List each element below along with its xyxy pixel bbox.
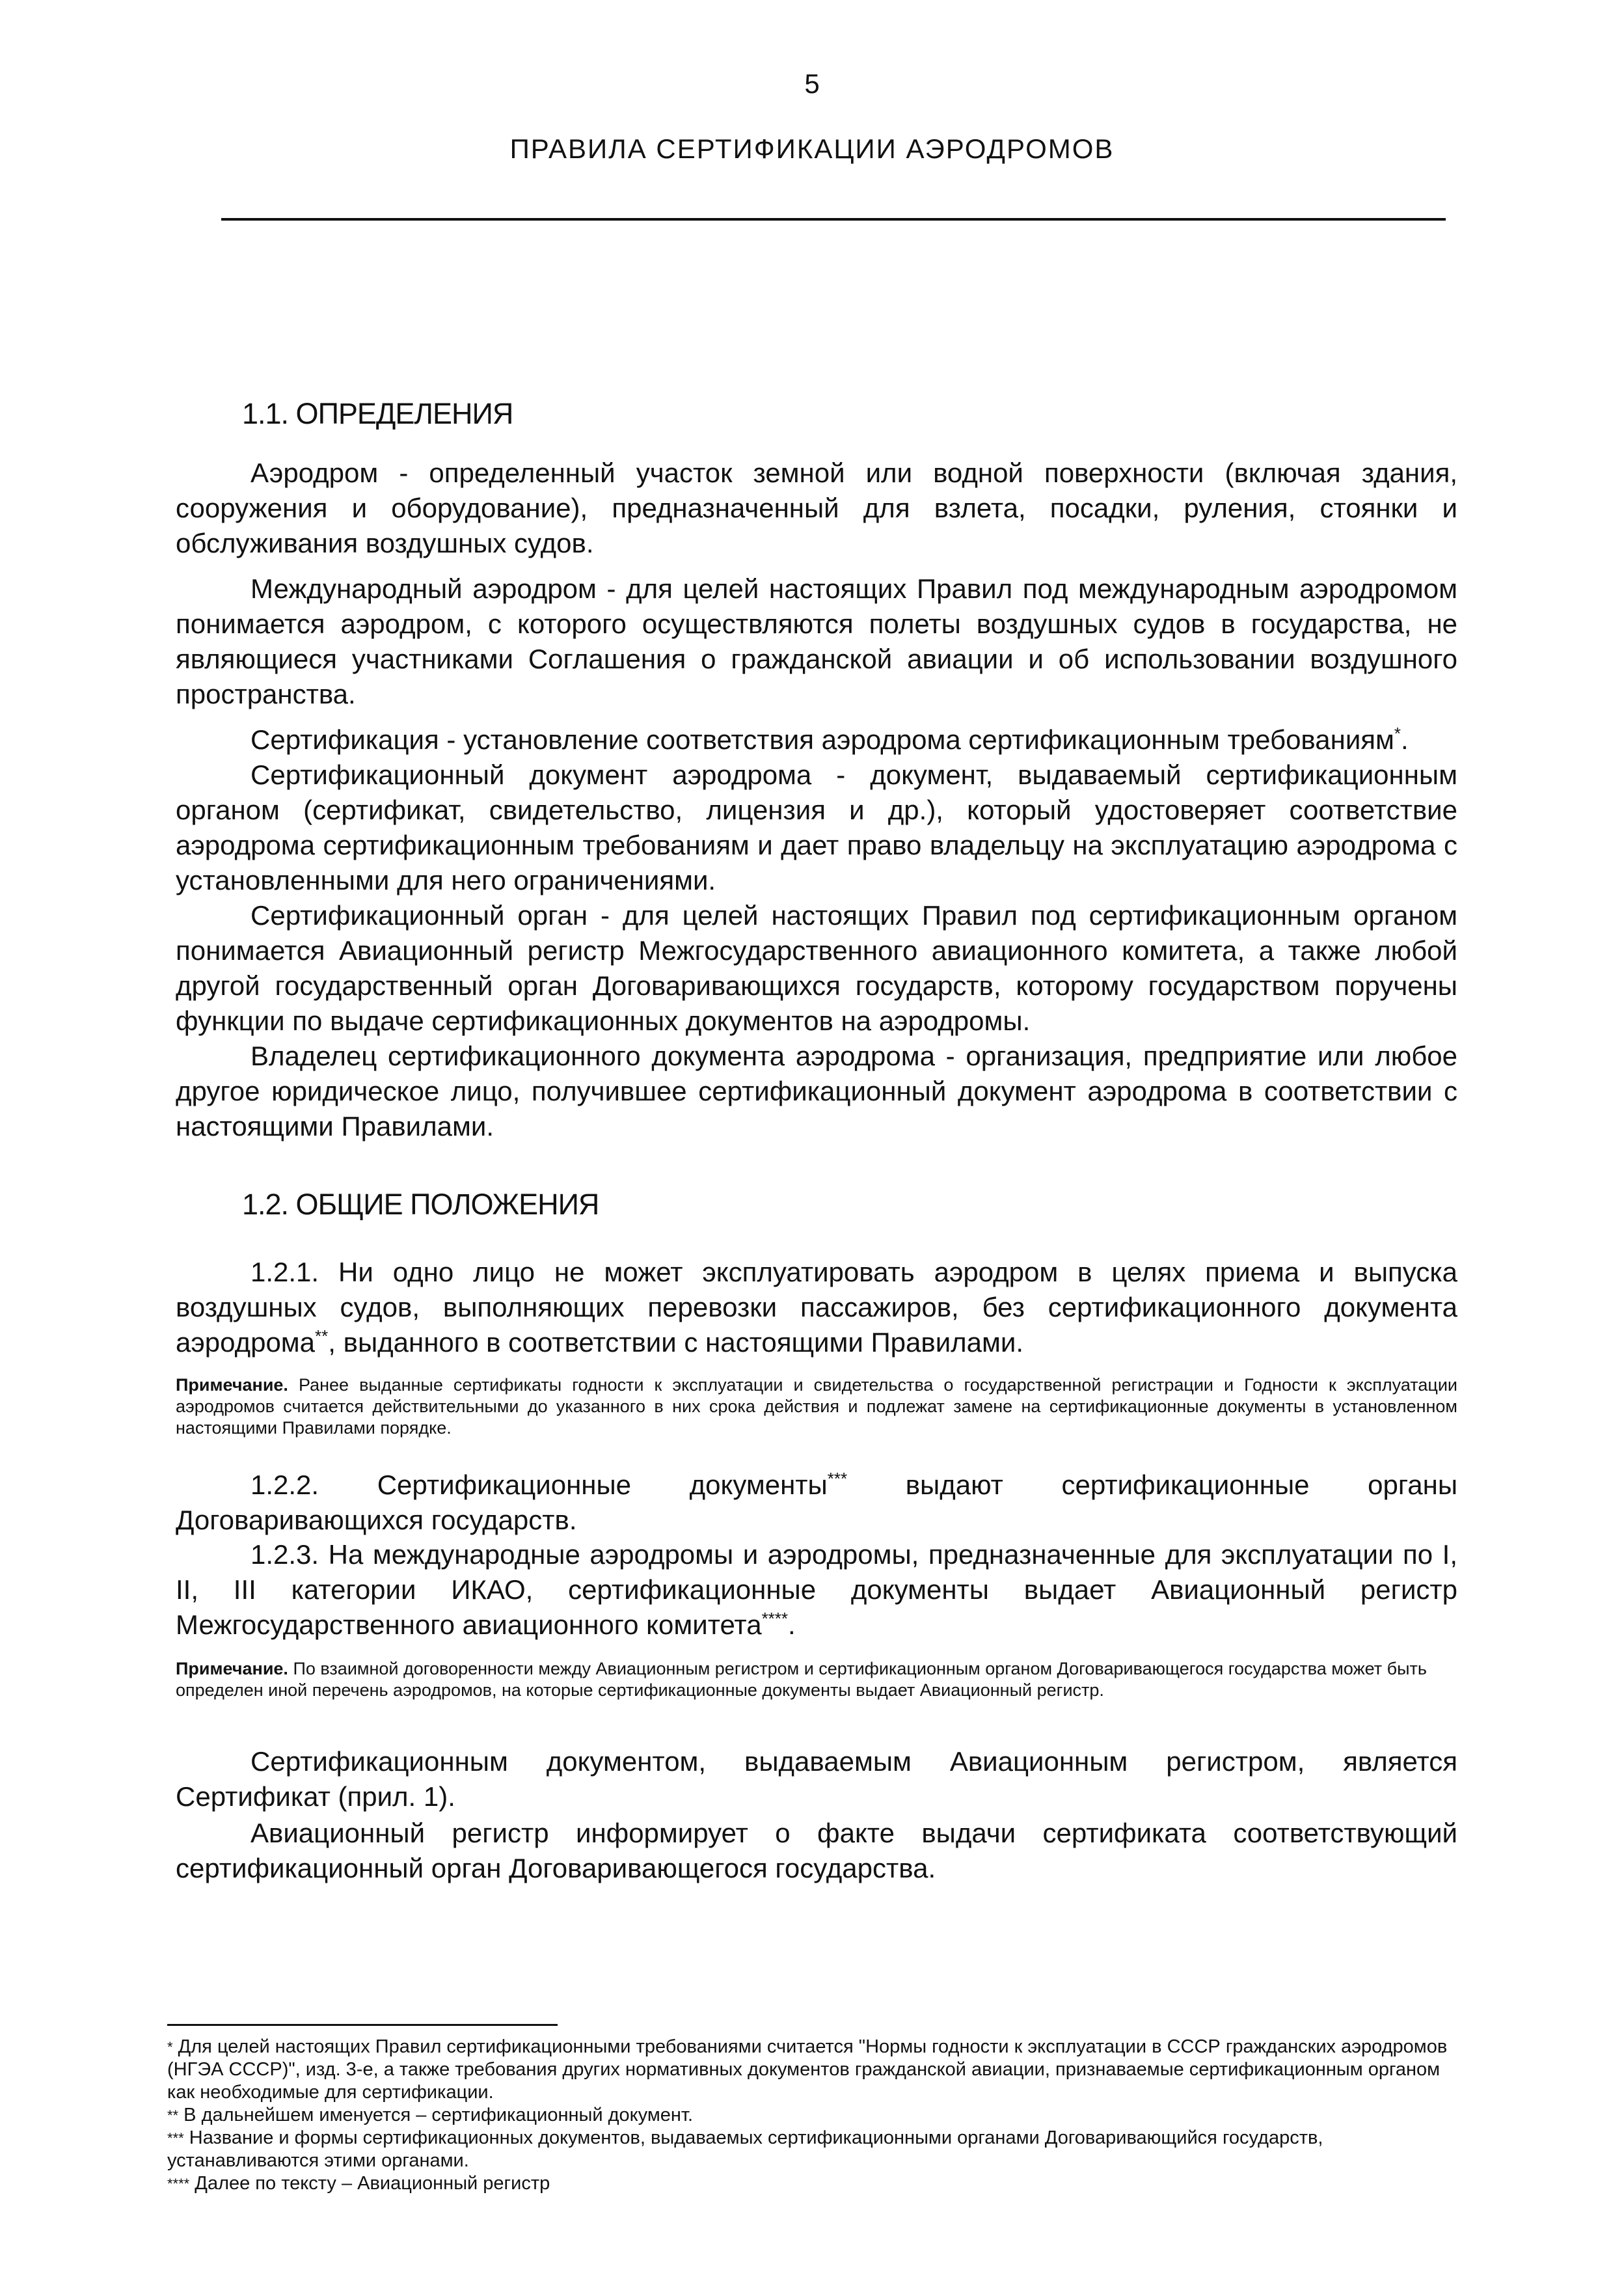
- note-2: [176, 1658, 1457, 1701]
- footnote-1-mark: *: [167, 2039, 173, 2055]
- footnote-2-text: В дальнейшем именуется – сертификационный документ.: [178, 2105, 694, 2125]
- footnote-3-text: Название и формы сертификационных документов, выдаваемых сертификационными органами Договаривающийся государств, устанавливаются этими органами.: [167, 2127, 1323, 2171]
- footnote-1: [167, 2036, 1462, 2104]
- section-heading-definitions: 1.1. ОПРЕДЕЛЕНИЯ: [242, 397, 513, 430]
- clause-1-2-3-text: 1.2.3. На международные аэродромы и аэродромы, предназначенные для эксплуатации по I, II, III категории ИКАО, сертификационные документы выдает Авиационный регистр Межгосударственного авиационного комитета: [176, 1539, 1457, 1640]
- clause-1-2-1: [176, 1255, 1457, 1360]
- clause-1-2-2: [176, 1468, 1457, 1538]
- footnote-4: [167, 2172, 1462, 2195]
- definition-certification-body: Сертификационный орган - для целей настоящих Правил под сертификационным органом понимается Авиационный регистр Межгосударственного авиационного комитета, а также любой другой государственный орган Договаривающихся государств, которому государством поручены функции по выдаче сертификационных документов на аэродромы.: [176, 900, 1457, 1036]
- definition-document-holder: Владелец сертификационного документа аэродрома - организация, предприятие или любое другое юридическое лицо, получившее сертификационный документ аэродрома в соответствии с настоящими Правилами.: [176, 1041, 1457, 1141]
- clause-1-2-3-end: .: [788, 1609, 796, 1640]
- clause-1-2-1-text: 1.2.1. Ни одно лицо не может эксплуатировать аэродром в целях приема и выпуска воздушных судов, выполняющих перевозки пассажиров, без сертификационного документа аэродрома: [176, 1257, 1457, 1358]
- clause-1-2-2-text: 1.2.2. Сертификационные документы: [250, 1469, 828, 1500]
- footnote-1-text: Для целей настоящих Правил сертификационными требованиями считается "Нормы годности к эксплуатации в СССР гражданских аэродромов (НГЭА СССР)", изд. 3-е, а также требования других нормативных документов гражданской авиации, признаваемые сертификационным органом как необходимые для сертификации.: [167, 2036, 1448, 2103]
- note-2-label: Примечание.: [176, 1659, 288, 1678]
- note-1: [176, 1374, 1457, 1439]
- section-heading-general: 1.2. ОБЩИЕ ПОЛОЖЕНИЯ: [242, 1188, 599, 1221]
- footnote-3: [167, 2127, 1462, 2172]
- definition-certification-document: Сертификационный документ аэродрома - документ, выдаваемый сертификационным органом (сертификат, свидетельство, лицензия и др.), который удостоверяет соответствие аэродрома сертификационным требованиям и дает право владельцу на эксплуатацию аэродрома с установленными для него ограничениями.: [176, 759, 1457, 895]
- footnote-2: [167, 2104, 1462, 2127]
- definition-certification-end: .: [1401, 724, 1409, 755]
- definition-certification-text: Сертификация - установление соответствия аэродрома сертификационным требованиям: [250, 724, 1394, 755]
- clause-1-2-1-end: , выданного в соответствии с настоящими Правилами.: [328, 1327, 1024, 1358]
- footnote-4-mark: ****: [167, 2176, 190, 2192]
- footnote-ref-1: *: [1394, 724, 1401, 743]
- header-divider: [221, 218, 1446, 221]
- definitions-block: [176, 456, 1457, 1144]
- certificate-paragraph: Сертификационным документом, выдаваемым Авиационным регистром, является Сертификат (прил. 1).: [176, 1746, 1457, 1812]
- footnote-3-mark: ***: [167, 2130, 184, 2146]
- note-1-label: Примечание.: [176, 1375, 288, 1395]
- footnote-2-mark: **: [167, 2107, 179, 2124]
- footnote-ref-4: ****: [761, 1609, 789, 1628]
- definition-international-aerodrome: Международный аэродром - для целей настоящих Правил под международным аэродромом понимается аэродром, с которого осуществляются полеты воздушных судов в государства, не являющиеся участниками Соглашения о гражданской авиации и об использовании воздушного пространства.: [176, 573, 1457, 709]
- footnote-ref-2: **: [315, 1326, 329, 1346]
- footnote-4-text: Далее по тексту – Авиационный регистр: [189, 2173, 550, 2194]
- certificate-paragraphs: [176, 1744, 1457, 1886]
- running-header: ПРАВИЛА СЕРТИФИКАЦИИ АЭРОДРОМОВ: [509, 133, 1115, 164]
- note-1-text: Ранее выданные сертификаты годности к эксплуатации и свидетельства о государственной регистрации и Годности к эксплуатации аэродромов считается действительными до указанного в них срока действия и подлежат замене на сертификационные документы в установленном настоящими Правилами порядке.: [176, 1375, 1457, 1438]
- clause-1-2-2-end: выдают сертификационные органы Договаривающихся государств.: [176, 1469, 1458, 1535]
- definition-certification: [176, 722, 1457, 758]
- footnote-divider: [167, 2024, 558, 2026]
- clause-1-2-3: [176, 1537, 1457, 1643]
- inform-paragraph: Авиационный регистр информирует о факте выдачи сертификата соответствующий сертификационный орган Договаривающегося государства.: [176, 1818, 1457, 1883]
- page-number: 5: [804, 68, 820, 99]
- footnote-ref-3: ***: [827, 1469, 848, 1488]
- definition-aerodrome: Аэродром - определенный участок земной или водной поверхности (включая здания, сооружения и оборудование), предназначенный для взлета, посадки, руления, стоянки и обслуживания воздушных судов.: [176, 458, 1457, 558]
- note-2-text: По взаимной договоренности между Авиационным регистром и сертификационным органом Договаривающегося государства может быть определен иной перечень аэродромов, на которые сертификационные документы выдает Авиационный регистр.: [176, 1659, 1427, 1700]
- footnotes: [167, 2036, 1462, 2195]
